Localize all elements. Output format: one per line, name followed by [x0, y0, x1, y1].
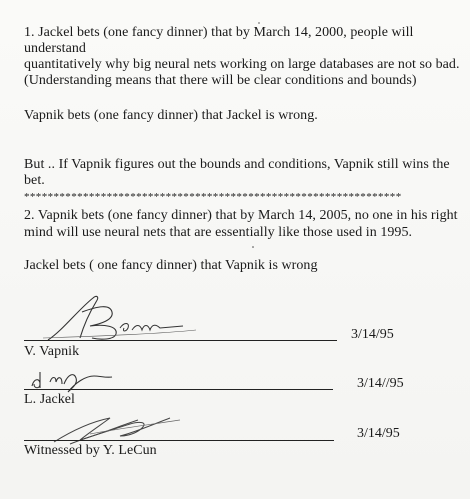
- bet1-line2: understand: [24, 41, 86, 56]
- vapnik-signature-line: [24, 340, 337, 341]
- bet1-line4: (Understanding means that there will be clear conditions and bounds): [24, 73, 417, 88]
- jackel-name: L. Jackel: [24, 392, 75, 407]
- bet1-line1: 1. Jackel bets (one fancy dinner) that by March 14, 2000, people will: [24, 25, 414, 40]
- lecun-date: 3/14/95: [357, 426, 400, 441]
- counter-bet-2: Jackel bets ( one fancy dinner) that Vapnik is wrong: [24, 258, 318, 273]
- caveat-line2: bet.: [24, 173, 45, 188]
- caveat-line1: But .. If Vapnik figures out the bounds and conditions, Vapnik still wins the: [24, 157, 450, 172]
- bet1-line3: quantitatively why big neural nets working on large databases are not so bad.: [24, 57, 460, 72]
- lecun-signature-line: [24, 440, 334, 441]
- vapnik-name: V. Vapnik: [24, 344, 80, 359]
- vapnik-date: 3/14/95: [351, 327, 394, 342]
- jackel-date: 3/14//95: [357, 376, 404, 391]
- scan-speck: [252, 246, 254, 248]
- vapnik-signature: [38, 290, 198, 350]
- bet2-line2: mind will use neural nets that are essentially like those used in 1995.: [24, 225, 413, 240]
- bet2-line1: 2. Vapnik bets (one fancy dinner) that by March 14, 2005, no one in his right: [24, 208, 458, 223]
- witness-name: Witnessed by Y. LeCun: [24, 443, 157, 458]
- jackel-signature-line: [24, 389, 333, 390]
- counter-bet-1: Vapnik bets (one fancy dinner) that Jackel is wrong.: [24, 108, 318, 123]
- separator-stars: ****************************************************************: [24, 191, 402, 203]
